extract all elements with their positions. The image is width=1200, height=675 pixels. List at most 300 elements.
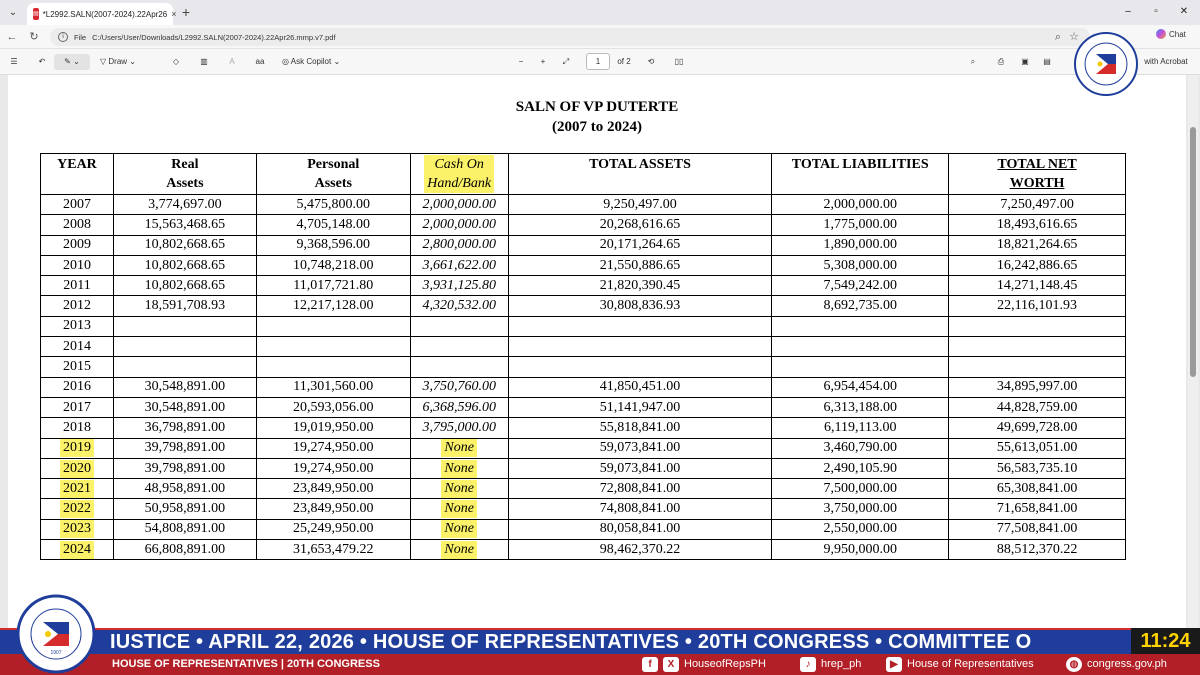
- table-row: [41, 215, 1126, 235]
- cell-real-assets: [113, 195, 256, 215]
- cell-total-liabilities-text: 1,775,000.00: [823, 216, 897, 232]
- cell-year-text: 2023: [60, 520, 94, 538]
- cell-real-assets-text: 54,808,891.00: [144, 521, 226, 537]
- contents-menu-icon[interactable]: ☰: [10, 57, 18, 66]
- cell-real-assets-text: 10,802,668.65: [144, 237, 226, 253]
- house-seal-logo: [1074, 32, 1138, 96]
- two-page-icon[interactable]: ▯▯: [674, 57, 684, 66]
- cell-total-net-worth-text: 7,250,497.00: [1000, 196, 1074, 212]
- cell-total-assets-text: 74,808,841.00: [599, 501, 681, 517]
- cell-total-liabilities: [772, 316, 949, 336]
- cell-total-net-worth-text: 55,613,051.00: [996, 440, 1078, 456]
- cell-cash-on-hand-text: 3,931,125.80: [422, 277, 496, 293]
- zoom-out-icon[interactable]: −: [518, 57, 524, 66]
- cell-total-assets-text: 21,820,390.45: [599, 277, 681, 293]
- header-personal-assets: Personal Assets: [256, 154, 410, 195]
- cell-personal-assets-text: 20,593,056.00: [293, 399, 374, 415]
- minimize-icon[interactable]: –: [1125, 6, 1131, 17]
- cell-real-assets: [113, 276, 256, 296]
- table-row: [41, 296, 1126, 316]
- draw-icon: ▽: [100, 57, 109, 66]
- cell-total-assets: [508, 377, 772, 397]
- read-aloud-icon[interactable]: aa: [255, 57, 265, 66]
- pdf-toolbar: [0, 49, 1200, 75]
- cell-personal-assets: [256, 255, 410, 275]
- cell-total-net-worth: [949, 235, 1126, 255]
- cell-total-liabilities-text: 6,313,188.00: [823, 399, 897, 415]
- cell-cash-on-hand: [410, 458, 508, 478]
- cell-total-assets: [508, 276, 772, 296]
- table-row: [41, 479, 1126, 499]
- cell-total-assets: [508, 215, 772, 235]
- news-ticker: [0, 628, 1200, 654]
- copilot-small-icon: ◎: [282, 57, 291, 66]
- cell-total-net-worth-text: 77,508,841.00: [996, 521, 1078, 537]
- cell-cash-on-hand: [410, 499, 508, 519]
- cell-year-text: 2012: [62, 298, 91, 314]
- cell-year: [41, 195, 114, 215]
- cell-year: [41, 479, 114, 499]
- cell-total-net-worth-text: 34,895,997.00: [996, 379, 1078, 395]
- table-row: [41, 255, 1126, 275]
- table-row: [41, 519, 1126, 539]
- copilot-chat-button[interactable]: [1156, 29, 1186, 39]
- cell-personal-assets: [256, 357, 410, 377]
- header-total-net-worth: TOTAL NET WORTH: [949, 154, 1126, 195]
- cell-total-assets: [508, 357, 772, 377]
- cell-total-liabilities: [772, 438, 949, 458]
- facebook-icon: f: [642, 657, 658, 672]
- cell-year: [41, 337, 114, 357]
- cell-total-net-worth-text: 88,512,370.22: [996, 541, 1078, 557]
- cell-cash-on-hand-text: None: [441, 460, 477, 478]
- cell-cash-on-hand: [410, 337, 508, 357]
- cell-cash-on-hand: [410, 235, 508, 255]
- social-youtube: [886, 654, 1034, 675]
- table-row: [41, 276, 1126, 296]
- pdf-page: [8, 75, 1186, 675]
- cell-total-liabilities: [772, 418, 949, 438]
- cell-year-text: 2010: [62, 257, 91, 273]
- tiktok-icon: ♪: [800, 657, 816, 672]
- cell-total-assets-text: 20,171,264.65: [599, 237, 681, 253]
- cell-total-net-worth: [949, 316, 1126, 336]
- cell-total-net-worth: [949, 195, 1126, 215]
- cell-total-net-worth: [949, 418, 1126, 438]
- cell-total-liabilities: [772, 296, 949, 316]
- social-web-url: congress.gov.ph: [1087, 658, 1167, 670]
- table-row: [41, 438, 1126, 458]
- cell-total-liabilities: [772, 479, 949, 499]
- cell-cash-on-hand-text: 2,000,000.00: [422, 196, 496, 212]
- ticker-text: IUSTICE • APRIL 22, 2026 • HOUSE OF REPRESENTATIVES • 20TH CONGRESS • COMMITTEE O: [110, 631, 1032, 653]
- cell-year: [41, 276, 114, 296]
- cell-cash-on-hand-text: None: [441, 480, 477, 498]
- cell-total-assets-text: 30,808,836.93: [599, 298, 681, 314]
- header-cash-on-hand: Cash On Hand/Bank: [410, 154, 508, 195]
- cell-total-net-worth: [949, 479, 1126, 499]
- cell-personal-assets: [256, 438, 410, 458]
- cell-cash-on-hand-text: 6,368,596.00: [422, 399, 496, 415]
- cell-total-net-worth: [949, 296, 1126, 316]
- cell-year: [41, 397, 114, 417]
- table-row: [41, 195, 1126, 215]
- cell-year-text: 2014: [62, 338, 91, 354]
- cell-total-liabilities-text: 2,490,105.90: [823, 460, 897, 476]
- chat-label: Chat: [1169, 29, 1186, 39]
- cell-total-assets-text: 20,268,616.65: [599, 216, 681, 232]
- table-row: [41, 357, 1126, 377]
- social-x: [642, 654, 766, 675]
- cell-total-liabilities: [772, 357, 949, 377]
- cell-year: [41, 296, 114, 316]
- text-tool-icon[interactable]: A: [229, 57, 235, 66]
- cell-cash-on-hand-text: 3,795,000.00: [422, 419, 496, 435]
- cell-total-net-worth: [949, 397, 1126, 417]
- cell-personal-assets: [256, 337, 410, 357]
- cell-total-liabilities-text: 1,890,000.00: [823, 237, 897, 253]
- cell-personal-assets-text: 5,475,800.00: [296, 196, 371, 212]
- cell-year: [41, 519, 114, 539]
- cell-total-assets: [508, 499, 772, 519]
- cell-total-net-worth-text: 56,583,735.10: [996, 460, 1078, 476]
- cell-real-assets-text: 39,798,891.00: [144, 460, 226, 476]
- cell-total-net-worth: [949, 540, 1126, 560]
- cell-total-net-worth: [949, 458, 1126, 478]
- cell-total-net-worth: [949, 519, 1126, 539]
- cell-year: [41, 458, 114, 478]
- cell-total-assets-text: 9,250,497.00: [603, 196, 677, 212]
- cell-personal-assets-text: 23,849,950.00: [293, 480, 374, 496]
- cell-total-assets: [508, 458, 772, 478]
- cell-total-liabilities: [772, 499, 949, 519]
- table-row: [41, 397, 1126, 417]
- cell-personal-assets: [256, 377, 410, 397]
- cell-total-net-worth-text: 71,658,841.00: [996, 501, 1078, 517]
- seal-year: 1907: [50, 650, 62, 656]
- cell-total-liabilities-text: 2,000,000.00: [823, 196, 897, 212]
- cell-year-text: 2007: [62, 196, 91, 212]
- cell-real-assets: [113, 499, 256, 519]
- cell-personal-assets-text: 12,217,128.00: [293, 298, 374, 314]
- table-row: [41, 316, 1126, 336]
- cell-total-net-worth-text: 14,271,148.45: [996, 277, 1078, 293]
- draw-label: Draw: [108, 57, 128, 66]
- table-row: [41, 235, 1126, 255]
- cell-personal-assets-text: 4,705,148.00: [296, 216, 371, 232]
- address-scheme-label: File: [74, 32, 87, 42]
- youtube-icon: ▶: [886, 657, 902, 672]
- cell-year: [41, 357, 114, 377]
- cell-personal-assets-text: 25,249,950.00: [293, 521, 374, 537]
- cell-total-assets-text: 59,073,841.00: [599, 460, 681, 476]
- zoom-in-icon[interactable]: +: [540, 57, 546, 66]
- cell-total-assets-text: 59,073,841.00: [599, 440, 681, 456]
- cell-total-liabilities-text: 7,500,000.00: [823, 480, 897, 496]
- table-row: [41, 377, 1126, 397]
- cell-cash-on-hand: [410, 276, 508, 296]
- cell-total-liabilities-text: 9,950,000.00: [823, 541, 897, 557]
- social-x-handle: HouseofRepsPH: [684, 658, 766, 670]
- cell-real-assets: [113, 458, 256, 478]
- header-total-assets: TOTAL ASSETS: [508, 154, 772, 195]
- refresh-icon[interactable]: ↻: [29, 31, 39, 43]
- browser-tab-bar: [0, 0, 1200, 25]
- cell-total-net-worth-text: 16,242,886.65: [996, 257, 1078, 273]
- cell-cash-on-hand: [410, 316, 508, 336]
- cell-real-assets: [113, 377, 256, 397]
- cell-real-assets: [113, 337, 256, 357]
- cell-real-assets: [113, 519, 256, 539]
- cell-total-liabilities-text: 8,692,735.00: [823, 298, 897, 314]
- cell-total-net-worth: [949, 276, 1126, 296]
- cell-cash-on-hand: [410, 397, 508, 417]
- cell-personal-assets: [256, 458, 410, 478]
- cell-total-net-worth-text: 44,828,759.00: [996, 399, 1078, 415]
- cell-personal-assets: [256, 215, 410, 235]
- cell-total-assets-text: 55,818,841.00: [599, 419, 681, 435]
- cell-total-net-worth: [949, 215, 1126, 235]
- cell-cash-on-hand: [410, 479, 508, 499]
- cell-year: [41, 540, 114, 560]
- cell-personal-assets: [256, 397, 410, 417]
- cell-personal-assets: [256, 479, 410, 499]
- cell-total-assets: [508, 195, 772, 215]
- cell-cash-on-hand-text: 3,750,760.00: [422, 379, 496, 395]
- cell-total-net-worth-text: 65,308,841.00: [996, 480, 1078, 496]
- header-total-liabilities: TOTAL LIABILITIES: [772, 154, 949, 195]
- cell-cash-on-hand: [410, 255, 508, 275]
- cell-real-assets: [113, 235, 256, 255]
- cell-real-assets-text: 39,798,891.00: [144, 440, 226, 456]
- cell-year: [41, 215, 114, 235]
- tab-actions-menu[interactable]: ⌄: [8, 7, 18, 18]
- cell-personal-assets-text: 19,019,950.00: [293, 419, 374, 435]
- favorite-star-icon[interactable]: ☆: [1069, 31, 1079, 43]
- cell-real-assets: [113, 397, 256, 417]
- cell-real-assets: [113, 479, 256, 499]
- table-row: [41, 458, 1126, 478]
- ask-copilot-button[interactable]: ◎ Ask Copilot ⌄: [282, 57, 341, 66]
- cell-total-assets-text: 98,462,370.22: [599, 541, 681, 557]
- cell-personal-assets-text: 19,274,950.00: [293, 460, 374, 476]
- cell-year-text: 2019: [60, 439, 94, 457]
- cell-total-net-worth: [949, 377, 1126, 397]
- page-total: of 2: [617, 57, 631, 66]
- cell-total-assets: [508, 540, 772, 560]
- cell-personal-assets: [256, 296, 410, 316]
- broadcast-clock: 11:24: [1131, 628, 1200, 654]
- header-real-assets: Real Assets: [113, 154, 256, 195]
- highlight-tool-icon[interactable]: ✎ ⌄: [54, 54, 90, 70]
- cell-total-net-worth-text: 22,116,101.93: [997, 298, 1078, 314]
- cell-real-assets-text: 18,591,708.93: [144, 298, 226, 314]
- cell-cash-on-hand: [410, 519, 508, 539]
- table-row: [41, 499, 1126, 519]
- cell-cash-on-hand: [410, 195, 508, 215]
- cell-total-liabilities-text: 6,119,113.00: [823, 419, 897, 435]
- cell-personal-assets-text: 23,849,950.00: [293, 501, 374, 517]
- cell-year: [41, 499, 114, 519]
- cell-real-assets-text: 15,563,468.65: [144, 216, 226, 232]
- cell-total-assets-text: 72,808,841.00: [599, 480, 681, 496]
- cell-year: [41, 235, 114, 255]
- social-youtube-handle: House of Representatives: [907, 658, 1034, 670]
- cell-year-text: 2011: [63, 277, 91, 293]
- cell-cash-on-hand: [410, 438, 508, 458]
- cell-total-net-worth-text: 18,821,264.65: [996, 237, 1078, 253]
- cell-cash-on-hand-text: None: [441, 439, 477, 457]
- info-icon[interactable]: i: [58, 32, 68, 42]
- table-row: [41, 418, 1126, 438]
- fit-page-icon[interactable]: ⤢: [562, 57, 570, 66]
- cell-real-assets: [113, 296, 256, 316]
- pdf-file-icon: ▤: [33, 8, 39, 20]
- undo-icon[interactable]: ↶: [38, 57, 46, 66]
- cell-cash-on-hand-text: 4,320,532.00: [422, 298, 496, 314]
- cell-total-assets-text: 41,850,451.00: [599, 379, 681, 395]
- table-row: [41, 337, 1126, 357]
- cell-total-assets: [508, 397, 772, 417]
- cell-total-net-worth-text: 18,493,616.65: [996, 216, 1078, 232]
- cell-year: [41, 438, 114, 458]
- cell-real-assets-text: 48,958,891.00: [144, 480, 226, 496]
- cell-year-text: 2016: [62, 379, 91, 395]
- saln-table-body: [41, 195, 1126, 560]
- eraser-icon[interactable]: ◇: [172, 57, 180, 66]
- tab-active-pdf[interactable]: [27, 3, 177, 25]
- cell-total-assets: [508, 235, 772, 255]
- cell-cash-on-hand-text: None: [441, 500, 477, 518]
- cell-cash-on-hand: [410, 418, 508, 438]
- cell-total-liabilities-text: 3,750,000.00: [823, 501, 897, 517]
- globe-icon: ◍: [1066, 657, 1082, 672]
- new-tab-button[interactable]: +: [181, 4, 191, 20]
- cell-cash-on-hand: [410, 357, 508, 377]
- cell-real-assets-text: 10,802,668.65: [144, 257, 226, 273]
- tab-close-button[interactable]: ×: [171, 9, 177, 19]
- cell-total-assets: [508, 418, 772, 438]
- cell-cash-on-hand-text: None: [441, 541, 477, 559]
- social-tiktok-handle: hrep_ph: [821, 658, 862, 670]
- cell-total-liabilities-text: 7,549,242.00: [823, 277, 897, 293]
- address-bar[interactable]: [50, 28, 1090, 46]
- cell-cash-on-hand: [410, 377, 508, 397]
- cell-real-assets-text: 30,548,891.00: [144, 399, 226, 415]
- cell-real-assets-text: 3,774,697.00: [148, 196, 222, 212]
- save-icon[interactable]: ▣: [1021, 57, 1029, 66]
- cell-personal-assets: [256, 540, 410, 560]
- edit-with-acrobat-button[interactable]: with Acrobat: [1144, 57, 1188, 66]
- table-header-row: [41, 154, 1126, 195]
- cell-real-assets-text: 10,802,668.65: [144, 277, 226, 293]
- cell-total-liabilities: [772, 337, 949, 357]
- cell-year-text: 2015: [62, 359, 91, 375]
- cell-total-assets: [508, 255, 772, 275]
- cell-personal-assets-text: 9,368,596.00: [296, 237, 371, 253]
- cell-total-liabilities: [772, 195, 949, 215]
- save-as-icon[interactable]: ▤: [1043, 57, 1051, 66]
- cell-real-assets: [113, 540, 256, 560]
- cell-total-liabilities-text: 2,550,000.00: [823, 521, 897, 537]
- cell-personal-assets-text: 19,274,950.00: [293, 440, 374, 456]
- print-icon[interactable]: ⎙: [997, 57, 1005, 66]
- cell-total-liabilities-text: 6,954,454.00: [823, 379, 897, 395]
- cell-personal-assets: [256, 499, 410, 519]
- cell-total-liabilities: [772, 215, 949, 235]
- footer-label: HOUSE OF REPRESENTATIVES | 20TH CONGRESS: [112, 658, 380, 670]
- cell-total-net-worth: [949, 499, 1126, 519]
- cell-personal-assets-text: 11,301,560.00: [293, 379, 374, 395]
- cell-year: [41, 255, 114, 275]
- cell-total-liabilities: [772, 276, 949, 296]
- cell-year-text: 2020: [60, 460, 94, 478]
- cell-total-liabilities: [772, 540, 949, 560]
- cell-total-liabilities-text: 3,460,790.00: [823, 440, 897, 456]
- cell-cash-on-hand-text: 2,800,000.00: [422, 237, 496, 253]
- rotate-icon[interactable]: ⟲: [647, 57, 655, 66]
- social-tiktok: [800, 654, 861, 675]
- cell-year-text: 2021: [60, 480, 94, 498]
- vertical-scrollbar[interactable]: [1188, 75, 1198, 675]
- maximize-icon[interactable]: ▫: [1154, 6, 1158, 17]
- cell-real-assets: [113, 438, 256, 458]
- cell-cash-on-hand: [410, 296, 508, 316]
- cell-total-net-worth: [949, 337, 1126, 357]
- scrollbar-thumb[interactable]: [1190, 127, 1196, 377]
- document-subtitle: (2007 to 2024): [552, 119, 642, 135]
- cell-cash-on-hand-text: 2,000,000.00: [422, 216, 496, 232]
- cell-total-liabilities: [772, 235, 949, 255]
- cell-total-assets: [508, 296, 772, 316]
- address-bar-row: [0, 25, 1200, 49]
- address-url: C:/Users/User/Downloads/L2992.SALN(2007-2024).22Apr26.mmp.v7.pdf: [92, 32, 336, 42]
- tab-title: *L2992.SALN(2007-2024).22Apr26: [42, 9, 168, 19]
- cell-real-assets: [113, 215, 256, 235]
- cell-personal-assets: [256, 316, 410, 336]
- draw-tool-button[interactable]: ▽ Draw ⌄: [100, 57, 136, 66]
- house-seal-logo-bottom: [16, 594, 96, 674]
- zoom-icon[interactable]: ⌕: [1054, 31, 1062, 43]
- cell-real-assets: [113, 357, 256, 377]
- cell-year-text: 2009: [62, 237, 91, 253]
- cell-year: [41, 418, 114, 438]
- close-window-icon[interactable]: ✕: [1179, 6, 1189, 17]
- back-icon[interactable]: ←: [6, 31, 18, 43]
- document-title: SALN OF VP DUTERTE: [515, 99, 679, 115]
- page-view-icon[interactable]: ▥: [200, 57, 208, 66]
- search-icon[interactable]: ⌕: [970, 57, 976, 66]
- cell-total-liabilities: [772, 519, 949, 539]
- copilot-icon: [1156, 29, 1166, 39]
- cell-total-assets-text: 51,141,947.00: [599, 399, 681, 415]
- cell-total-assets: [508, 438, 772, 458]
- cell-personal-assets: [256, 418, 410, 438]
- cell-personal-assets: [256, 235, 410, 255]
- cell-total-assets: [508, 479, 772, 499]
- x-icon: X: [663, 657, 679, 672]
- table-row: [41, 540, 1126, 560]
- cell-personal-assets-text: 31,653,479.22: [293, 541, 374, 557]
- saln-table: [40, 153, 1126, 560]
- cell-year-text: 2013: [62, 318, 91, 334]
- cell-year-text: 2022: [60, 500, 94, 518]
- cell-total-assets: [508, 337, 772, 357]
- page-number-input[interactable]: 1: [586, 53, 610, 70]
- cell-cash-on-hand-text: None: [441, 520, 477, 538]
- cell-cash-on-hand: [410, 215, 508, 235]
- cell-real-assets-text: 36,798,891.00: [144, 419, 226, 435]
